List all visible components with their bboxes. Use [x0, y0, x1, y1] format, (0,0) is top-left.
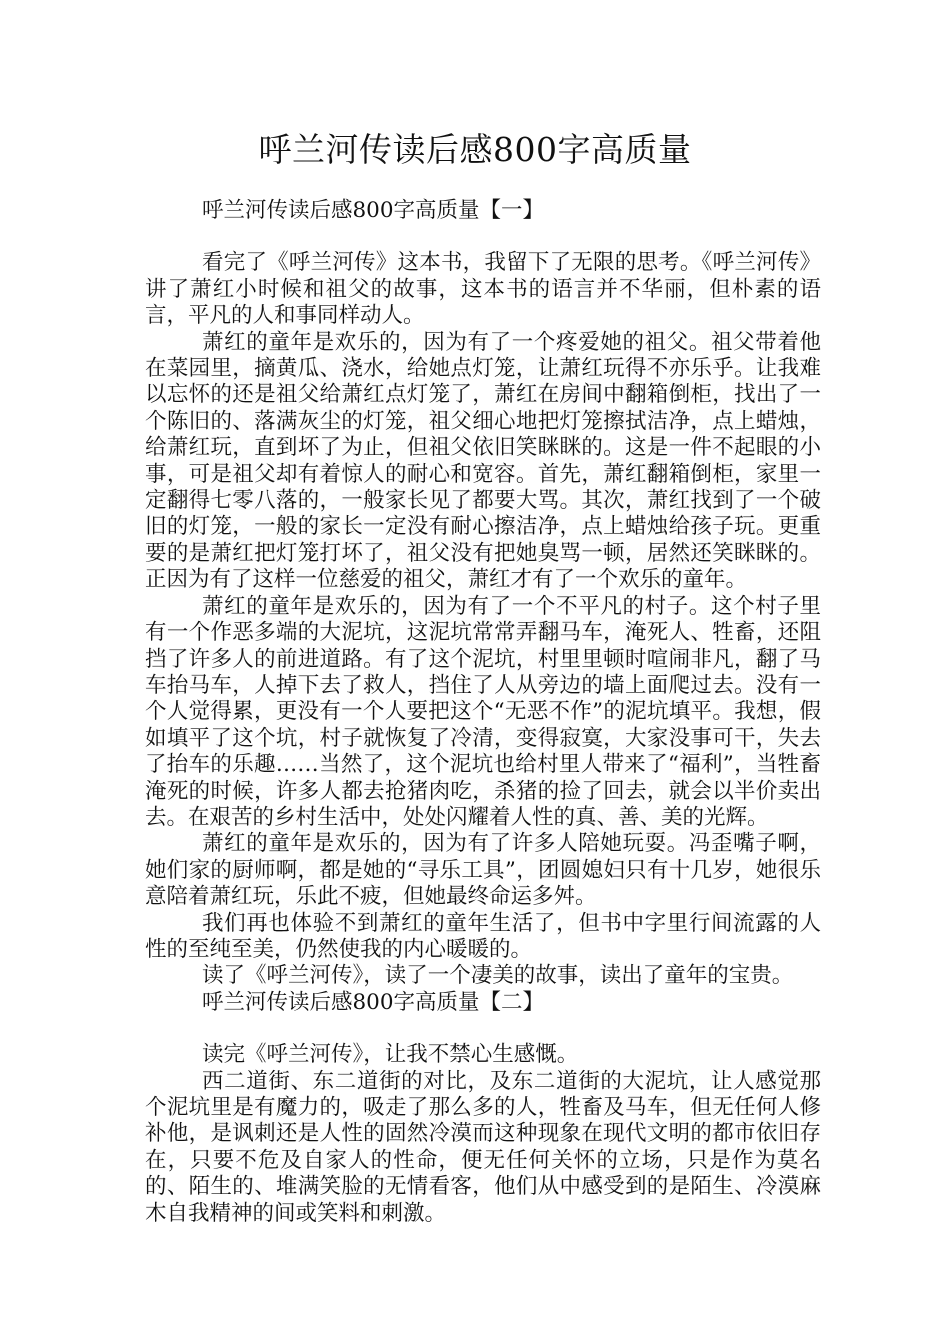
blank-line	[145, 224, 821, 250]
paragraph: 看完了《呼兰河传》这本书，我留下了无限的思考。《呼兰河传》讲了萧红小时候和祖父的故事，这本书的语言并不华丽，但朴素的语言，平凡的人和事同样动人。	[145, 250, 821, 329]
paragraph: 读了《呼兰河传》，读了一个凄美的故事，读出了童年的宝贵。	[202, 963, 794, 989]
paragraph: 西二道街、东二道街的对比，及东二道街的大泥坑，让人感觉那个泥坑里是有魔力的，吸走了那么多的人，牲畜及马车，但无任何人修补他，是讽刺还是人性的固然冷漠而这种现象在现代文明的都市依旧存在，只要不危及自家人的性命，便无任何关怀的立场，只是作为莫名的、陌生的、堆满笑脸的无情看客，他们从中感受到的是陌生、冷漠麻木自我精神的间或笑料和刺激。	[145, 1068, 821, 1226]
page-title: 呼兰河传读后感800字高质量	[258, 130, 692, 169]
section-heading-1: 呼兰河传读后感800字高质量【一】	[202, 198, 545, 223]
paragraph: 萧红的童年是欢乐的，因为有了一个不平凡的村子。这个村子里有一个作恶多端的大泥坑，这泥坑常常弄翻马车，淹死人、牲畜，还阻挡了许多人的前进道路。有了这个泥坑，村里里顿时喧闹非凡，翻了马车抬马车，人掉下去了救人，挡住了人从旁边的墙上面爬过去。没有一个人觉得累，更没有一个人要把这个“无恶不作”的泥坑填平。我想，假如填平了这个坑，村子就恢复了冷清，变得寂寞，大家没事可干，失去了抬车的乐趣……当然了，这个泥坑也给村里人带来了“福利”，当牲畜淹死的时候，许多人都去抢猪肉吃，杀猪的捡了回去，就会以半价卖出去。在艰苦的乡村生活中，处处闪耀着人性的真、善、美的光辉。	[145, 593, 821, 830]
paragraph: 我们再也体验不到萧红的童年生活了，但书中字里行间流露的人性的至纯至美，仍然使我的内心暖暖的。	[145, 910, 821, 962]
paragraph: 读完《呼兰河传》，让我不禁心生感慨。	[202, 1042, 579, 1068]
section-heading-2: 呼兰河传读后感800字高质量【二】	[202, 989, 545, 1015]
paragraph: 萧红的童年是欢乐的，因为有了一个疼爱她的祖父。祖父带着他在菜园里，摘黄瓜、浇水，给她点灯笼，让萧红玩得不亦乐乎。让我难以忘怀的还是祖父给萧红点灯笼了，萧红在房间中翻箱倒柜，找出了一个陈旧的、落满灰尘的灯笼，祖父细心地把灯笼擦拭洁净，点上蜡烛，给萧红玩，直到坏了为止，但祖父依旧笑眯眯的。这是一件不起眼的小事，可是祖父却有着惊人的耐心和宽容。首先，萧红翻箱倒柜，家里一定翻得七零八落的，一般家长见了都要大骂。其次，萧红找到了一个破旧的灯笼，一般的家长一定没有耐心擦洁净，点上蜡烛给孩子玩。更重要的是萧红把灯笼打坏了，祖父没有把她臭骂一顿，居然还笑眯眯的。正因为有了这样一位慈爱的祖父，萧红才有了一个欢乐的童年。	[145, 329, 821, 593]
paragraph: 萧红的童年是欢乐的，因为有了许多人陪她玩耍。冯歪嘴子啊，她们家的厨师啊，都是她的“寻乐工具”，团圆媳妇只有十几岁，她很乐意陪着萧红玩，乐此不疲，但她最终命运多舛。	[145, 831, 821, 910]
document-body	[145, 198, 821, 1227]
blank-line	[145, 1016, 821, 1042]
